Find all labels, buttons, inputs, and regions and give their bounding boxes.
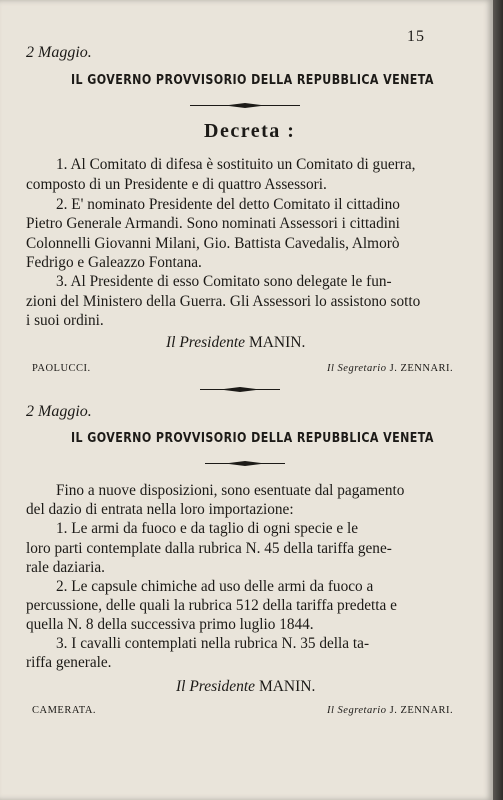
- section2-line-10: riffa generale.: [26, 654, 112, 671]
- section2-secretary-signature: Il Segretario J. ZENNARI.: [327, 705, 454, 716]
- section2-ornament-rule: [205, 463, 285, 464]
- page-number: 15: [407, 28, 425, 45]
- section1-line-1: 1. Al Comitato di difesa è sostituito un Comitato di guerra,: [56, 156, 416, 173]
- section2-left-signature: CAMERATA.: [32, 705, 97, 716]
- section2-line-7: percussione, delle quali la rubrica 512 della tariffa predetta e: [26, 597, 397, 614]
- section1-heading: IL GOVERNO PROVVISORIO DELLA REPUBBLICA VENETA: [71, 72, 434, 88]
- section2-line-3: 1. Le armi da fuoco e da taglio di ogni specie e le: [56, 520, 359, 537]
- section2-president-signature: Il Presidente MANIN.: [176, 678, 316, 695]
- section2-line-1: Fino a nuove disposizioni, sono esentuate dal pagamento: [56, 482, 405, 499]
- book-spine-edge: [493, 0, 503, 800]
- section1-line-8: zioni del Ministero della Guerra. Gli Assessori lo assistono sotto: [26, 293, 421, 310]
- section1-line-7: 3. Al Presidente di esso Comitato sono delegate le fun-: [56, 273, 392, 290]
- section2-date: 2 Maggio.: [26, 403, 92, 420]
- section2-line-6: 2. Le capsule chimiche ad uso delle armi da fuoco a: [56, 578, 374, 595]
- section1-line-6: Fedrigo e Galeazzo Fontana.: [26, 254, 202, 271]
- section1-line-5: Colonnelli Giovanni Milani, Gio. Battista Cavedalis, Almorò: [26, 235, 400, 252]
- section1-left-signature: PAOLUCCI.: [32, 363, 91, 374]
- section1-president-signature: Il Presidente MANIN.: [166, 334, 306, 351]
- section1-secretary-signature: Il Segretario J. ZENNARI.: [327, 363, 454, 374]
- section2-heading: IL GOVERNO PROVVISORIO DELLA REPUBBLICA VENETA: [71, 430, 434, 446]
- section1-line-3: 2. E' nominato Presidente del detto Comitato il cittadino: [56, 196, 400, 213]
- section1-ornament-rule: [190, 105, 300, 106]
- section1-line-2: composto di un Presidente e di quattro Assessori.: [26, 176, 327, 193]
- section1-date: 2 Maggio.: [26, 44, 92, 61]
- decreta-title: Decreta :: [204, 120, 296, 142]
- section2-line-5: rale daziaria.: [26, 559, 105, 576]
- section2-line-9: 3. I cavalli contemplati nella rubrica N. 35 della ta-: [56, 635, 370, 652]
- section1-line-4: Pietro Generale Armandi. Sono nominati Assessori i cittadini: [26, 215, 400, 232]
- section2-line-8: quella N. 8 della successiva primo luglio 1844.: [26, 616, 314, 633]
- section1-line-9: i suoi ordini.: [26, 312, 104, 329]
- section2-line-4: loro parti contemplate dalla rubrica N. 45 della tariffa gene-: [26, 540, 392, 557]
- section2-line-2: del dazio di entrata nella loro importazione:: [26, 501, 294, 518]
- section-divider-rule: [200, 389, 280, 390]
